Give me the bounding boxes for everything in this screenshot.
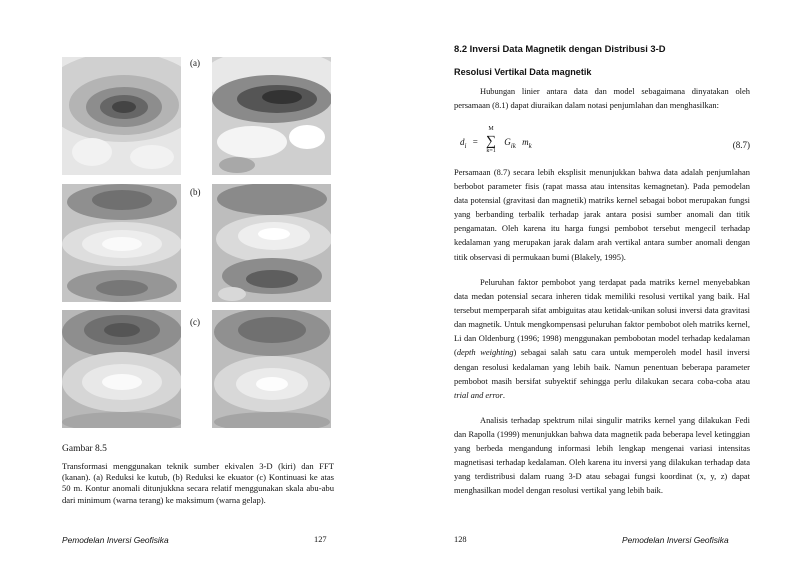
figure-panel-b-right	[212, 184, 331, 302]
contour-map-a-left	[62, 57, 181, 175]
equation-math	[460, 126, 532, 154]
eq-sum	[484, 126, 498, 154]
eq-lhs: d	[460, 137, 465, 147]
eq-model-sub: k	[528, 141, 532, 150]
paragraph-3-part1: Peluruhan faktor pembobot yang terdapat pada matriks kernel menyebabkan data medan potensial secara inheren tidak memiliki resolusi vertikal yang baik. Hal tersebut memperparah sifat ambiguitas atau ketidak-unikan solusi inversi data gravitasi dan magnetik. Untuk mengkompensasi peluruhan faktor pembobot oleh matriks kernel, Li dan Oldenburg (1996; 1998) menggunakan pembobotan model terhadap kedalaman (	[454, 277, 750, 358]
contour-map-c-right	[212, 310, 331, 428]
subsection-title: Resolusi Vertikal Data magnetik	[454, 67, 592, 77]
paragraph-1	[454, 84, 750, 112]
figure-panel-a-right	[212, 57, 331, 175]
paragraph-3-part3: .	[502, 389, 506, 400]
section-title: 8.2 Inversi Data Magnetik dengan Distribusi 3-D	[454, 43, 666, 54]
paragraph-3-text	[454, 275, 750, 402]
figure-panel-b-left	[62, 184, 181, 302]
contour-map-b-left	[62, 184, 181, 302]
eq-sum-bottom: k=1	[486, 148, 496, 154]
paragraph-4	[454, 413, 750, 498]
footer-book-title-left: Pemodelan Inversi Geofisika	[62, 535, 169, 545]
eq-equals: =	[472, 137, 478, 147]
eq-kernel: G	[504, 137, 511, 147]
footer-page-number-right: 128	[454, 535, 467, 544]
paragraph-2	[454, 165, 750, 264]
eq-kernel-sub: ik	[510, 141, 516, 150]
figure-panel-a-left	[62, 57, 181, 175]
right-page	[400, 0, 800, 565]
figure-caption-title: Gambar 8.5	[62, 444, 107, 454]
footer-page-number-left: 127	[314, 535, 327, 544]
figure-label-a: (a)	[190, 58, 200, 68]
paragraph-4-text: Analisis terhadap spektrum nilai singulir matriks kernel yang dilakukan Fedi dan Rapolla (1999) menunjukkan bahwa data magnetik pada beberapa level ketinggian yang berbeda mengandung informasi lebih lengkap mengenai variasi intensitas magnetisasi terhadap kedalaman. Oleh karena itu inversi yang dilakukan terhadap data yang terdistribusi dalam ruang 3-D atau sebagai fungsi koordinat (x, y, z) dapat menghasilkan model dengan resolusi vertikal yang lebih baik.	[454, 415, 750, 496]
eq-sum-top: M	[488, 126, 494, 132]
contour-map-a-right	[212, 57, 331, 175]
figure-label-c: (c)	[190, 317, 200, 327]
eq-model: m	[522, 137, 529, 147]
footer-book-title-right: Pemodelan Inversi Geofisika	[622, 535, 729, 545]
contour-map-b-right	[212, 184, 331, 302]
eq-lhs-sub: i	[464, 141, 467, 150]
figure-panel-c-left	[62, 310, 181, 428]
paragraph-3-italic1: depth weighting	[456, 347, 514, 358]
figure-caption-text: Transformasi menggunakan teknik sumber ekivalen 3-D (kiri) dan FFT (kanan). (a) Reduksi ke kutub, (b) Reduksi ke ekuator (c) Kontinuasi ke atas 50 m. Kontur anomali ditunjukkna secara relatif menggunakan skala abu-abu dari minimum (warna terang) ke maksimum (warna gelap).	[62, 461, 334, 505]
contour-map-c-left	[62, 310, 181, 428]
equation-number: (8.7)	[732, 140, 750, 150]
eq-sigma-icon: ∑	[486, 134, 497, 149]
paragraph-3	[454, 275, 750, 402]
paragraph-3-part2: ) sebagai salah satu cara untuk memperoleh model hasil inversi dengan resolusi kedalaman yang lebih baik. Namun penentuan beberapa parameter pembobot masih bersifat subyektif sehingga perlu dilakukan secara coba-coba atau	[454, 347, 750, 386]
equation-8-7	[454, 126, 750, 163]
paragraph-1-text: Hubungan linier antara data dan model sebagaimana dinyatakan oleh persamaan (8.1) dapat diuraikan dalam notasi penjumlahan dan menghasilkan:	[454, 86, 750, 111]
figure-label-b: (b)	[190, 187, 201, 197]
figure-panel-c-right	[212, 310, 331, 428]
paragraph-2-text: Persamaan (8.7) secara lebih eksplisit menunjukkan bahwa data adalah penjumlahan berbobot parameter fisis (rapat massa atau intensitas kemagnetan). Pada pemodelan data potensial (gravitasi dan magnetik) matriks kernel sebagai bobot merupakan fungsi yang berbanding terbalik terhadap jarak antara posisi sumber anomali dan titik pengamatan. Oleh karena itu harga fungsi pembobot tersebut mengecil terhadap kedalaman yang merupakan jarak dalam arah vertikal antara sumber anomali dengan titik observasi di permukaan bumi (Blakely, 1995).	[454, 167, 750, 262]
paragraph-3-italic2: trial and error	[454, 389, 503, 400]
